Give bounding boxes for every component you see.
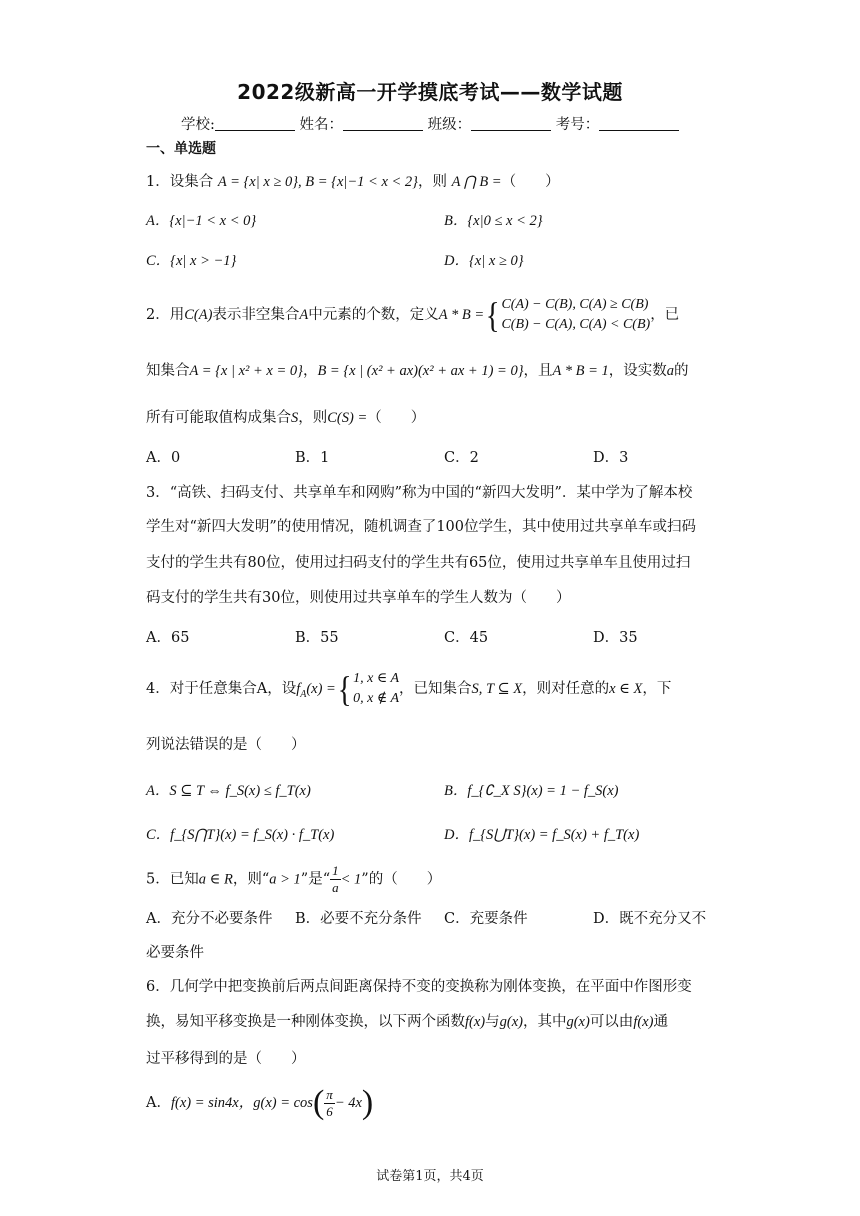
q1-option-d[interactable]: D．{x| x ≥ 0} — [444, 253, 524, 269]
q5-frac-den: a — [332, 880, 339, 895]
q5-fraction — [330, 863, 341, 896]
question-2-line-2 — [146, 359, 689, 380]
question-3-line-4: 码支付的学生共有30位，则使用过共享单车的学生人数为（ ） — [146, 590, 571, 606]
question-3-line-1: 3．“高铁、扫码支付、共享单车和网购”称为中国的“新四大发明”．某中学为了解本校 — [146, 485, 693, 501]
q6-text: 通 — [653, 1014, 668, 1030]
q5-option-a[interactable]: A．充分不必要条件 — [146, 911, 273, 927]
name-label: 姓名： — [299, 117, 343, 133]
question-5 — [146, 863, 441, 896]
q3-option-b[interactable]: B．55 — [295, 630, 339, 646]
name-blank[interactable] — [343, 116, 423, 131]
q5-option-c[interactable]: C．充要条件 — [444, 911, 528, 927]
question-2-line-1 — [146, 295, 679, 335]
q2-text: ，已 — [650, 307, 680, 323]
school-blank[interactable] — [215, 116, 295, 131]
q4-option-b[interactable]: B．f_{∁_X S}(x) = 1 − f_S(x) — [444, 783, 619, 799]
q1-text: 1．设集合 — [146, 174, 214, 190]
q5-math: a > 1 — [269, 871, 301, 888]
section-heading: 一、单选题 — [146, 141, 216, 157]
q1-option-b[interactable]: B．{x|0 ≤ x < 2} — [444, 213, 543, 229]
q6-frac-den: 6 — [326, 1103, 333, 1119]
q1-sets: A = {x| x ≥ 0}, B = {x|−1 < x < 2} — [217, 174, 418, 190]
question-6-line-3: 过平移得到的是（ ） — [146, 1051, 306, 1067]
q4-sub: A — [300, 688, 307, 700]
question-3-line-3: 支付的学生共有80位，使用过扫码支付的学生共有65位，使用过共享单车且使用过扫 — [146, 555, 691, 571]
q2-text: 的 — [674, 363, 689, 379]
q5-text: ”的（ ） — [361, 871, 442, 888]
q6-option-a-tail: − 4x — [334, 1095, 362, 1111]
q1-expr: A ⋂ B = — [451, 174, 502, 190]
class-label: 班级： — [427, 117, 472, 133]
q4-text: ，已知集合 — [399, 681, 472, 697]
q5-text: 5．已知 — [146, 871, 199, 888]
left-paren: ( — [312, 1084, 325, 1121]
q5-math: < 1 — [340, 871, 362, 888]
q4-math: f — [296, 681, 301, 697]
q2-option-d[interactable]: D．3 — [593, 450, 629, 466]
q2-text: （ ） — [367, 410, 426, 426]
q6-text: 可以由 — [589, 1014, 634, 1030]
school-label: 学校: — [181, 117, 215, 133]
q2-math: A * B = — [438, 307, 485, 323]
q2-option-c[interactable]: C．2 — [444, 450, 479, 466]
q5-option-d[interactable]: D．既不充分又不 — [593, 911, 707, 927]
q4-cases — [353, 669, 399, 709]
q4-case-2: 0, x ∉ A — [353, 691, 400, 706]
q2-text: 表示非空集合 — [212, 307, 300, 323]
q5-option-d-wrap: 必要条件 — [146, 945, 204, 961]
q4-brace: { — [337, 669, 352, 709]
q6-math: f(x) — [633, 1014, 654, 1030]
q2-text: ， — [302, 363, 318, 379]
q4-math: S, T ⊆ X — [471, 681, 523, 697]
q4-option-d[interactable]: D．f_{S⋃T}(x) = f_S(x) + f_T(x) — [444, 827, 640, 843]
q2-math: B = {x | (x² + ax)(x² + ax + 1) = 0} — [317, 363, 524, 379]
q5-option-b[interactable]: B．必要不充分条件 — [295, 911, 422, 927]
q2-math: C(A) — [184, 307, 213, 323]
q2-math: A = {x | x² + x = 0} — [189, 363, 303, 379]
page-footer: 试卷第1页，共4页 — [376, 1169, 484, 1184]
q4-text: ，则对任意的 — [522, 681, 610, 697]
q2-math: A — [299, 307, 309, 323]
question-3-line-2: 学生对“新四大发明”的使用情况，随机调查了100位学生，其中使用过共享单车或扫码 — [146, 519, 696, 535]
q4-option-a[interactable]: A．S ⊆ T ⇔ f_S(x) ≤ f_T(x) — [146, 783, 311, 799]
question-4-line-1 — [146, 669, 671, 709]
q4-case-1: 1, x ∈ A — [353, 671, 400, 686]
exam-no-blank[interactable] — [599, 116, 679, 131]
question-2-line-3 — [146, 406, 425, 427]
q1-option-a[interactable]: A．{x|−1 < x < 0} — [146, 213, 257, 229]
q4-text: ，下 — [642, 681, 672, 697]
exam-no-label: 考号： — [555, 117, 600, 133]
q6-option-a-expr: f(x) = sin4x，g(x) = cos — [170, 1095, 313, 1111]
q6-option-a-label: A． — [146, 1095, 171, 1111]
q2-option-a[interactable]: A．0 — [146, 450, 181, 466]
q6-fraction — [324, 1087, 335, 1120]
q2-math: a — [666, 363, 674, 379]
q6-option-a[interactable] — [146, 1086, 373, 1120]
q2-brace: { — [485, 295, 500, 335]
q4-option-c[interactable]: C．f_{S⋂T}(x) = f_S(x) · f_T(x) — [146, 827, 335, 843]
q2-cases — [501, 295, 650, 335]
class-blank[interactable] — [471, 116, 551, 131]
q2-text: 知集合 — [146, 363, 190, 379]
q2-text: 2．用 — [146, 307, 185, 323]
q3-option-a[interactable]: A．65 — [146, 630, 190, 646]
q5-text: ，则“ — [232, 871, 270, 888]
q4-text: 4．对于任意集合A，设 — [146, 681, 297, 697]
q3-option-c[interactable]: C．45 — [444, 630, 489, 646]
q2-text: ，且 — [523, 363, 553, 379]
question-4-line-2: 列说法错误的是（ ） — [146, 737, 306, 753]
q2-text: ，则 — [298, 410, 328, 426]
q3-option-d[interactable]: D．35 — [593, 630, 638, 646]
q6-math: g(x) — [566, 1014, 590, 1030]
q5-frac-num: 1 — [332, 863, 339, 878]
question-6-line-2 — [146, 1010, 668, 1031]
q2-math: A * B = 1 — [552, 363, 609, 379]
question-1 — [146, 170, 560, 191]
q1-text-b: ，则 — [417, 174, 447, 190]
q6-text: ，其中 — [522, 1014, 567, 1030]
q2-text: 中元素的个数，定义 — [308, 307, 439, 323]
q2-case-1: C(A) − C(B), C(A) ≥ C(B) — [501, 297, 649, 312]
q2-text: 所有可能取值构成集合 — [146, 410, 291, 426]
q2-case-2: C(B) − C(A), C(A) < C(B) — [501, 317, 651, 332]
q2-math: C(S) = — [327, 410, 368, 426]
q4-math: x ∈ X — [609, 681, 643, 697]
q6-math: g(x) — [499, 1014, 523, 1030]
right-paren: ) — [361, 1084, 374, 1121]
q5-text: ”是“ — [300, 871, 331, 888]
student-info-line — [181, 113, 679, 134]
q6-text: 与 — [485, 1014, 500, 1030]
q4-math: (x) = — [306, 681, 336, 697]
q6-text: 换，易知平移变换是一种刚体变换，以下两个函数 — [146, 1014, 465, 1030]
exam-title: 2022级新高一开学摸底考试——数学试题 — [237, 80, 623, 104]
q1-paren: （ ） — [501, 174, 560, 190]
question-6-line-1: 6．几何学中把变换前后两点间距离保持不变的变换称为刚体变换，在平面中作图形变 — [146, 979, 692, 995]
q6-math: f(x) — [465, 1014, 486, 1030]
q2-option-b[interactable]: B．1 — [295, 450, 330, 466]
q2-text: ，设实数 — [608, 363, 667, 379]
q5-math: a ∈ R — [198, 871, 233, 888]
q2-math: S — [291, 410, 299, 426]
q6-frac-num: π — [326, 1086, 333, 1102]
q1-option-c[interactable]: C．{x| x > −1} — [146, 253, 237, 269]
